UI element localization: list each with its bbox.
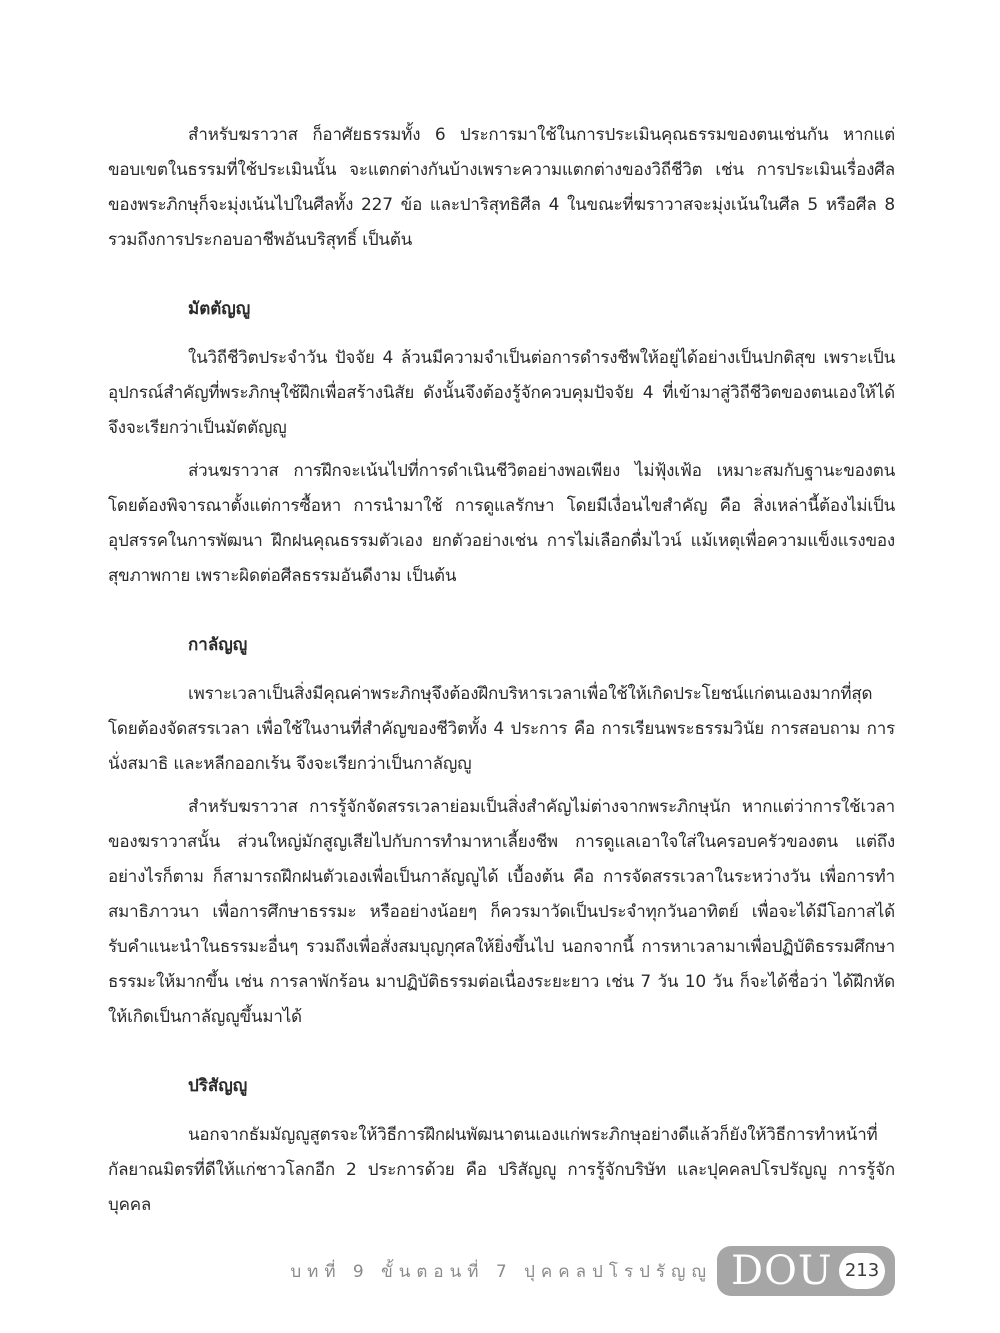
dou-logo: DOU <box>731 1248 833 1294</box>
intro-paragraph: สำหรับฆราวาส ก็อาศัยธรรมทั้ง 6 ประการมาใช้ในการประเมินคุณธรรมของตนเช่นกัน หากแต่ขอบเขตในธรรมที่ใช้ประเมินนั้น จะแตกต่างกันบ้างเพราะความแตกต่างของวิถีชีวิต เช่น การประเมินเรื่องศีลของพระภิกษุก็จะมุ่งเน้นไปในศีลทั้ง 227 ข้อ และปาริสุทธิศีล 4 ในขณะที่ฆราวาสจะมุ่งเน้นในศีล 5 หรือศีล 8 รวมถึงการประกอบอาชีพอันบริสุทธิ์ เป็นต้น <box>108 125 895 250</box>
kalannu-paragraph-1: เพราะเวลาเป็นสิ่งมีคุณค่าพระภิกษุจึงต้องฝึกบริหารเวลาเพื่อใช้ให้เกิดประโยชน์แก่ตนเองมากที่สุด โดยต้องจัดสรรเวลา เพื่อใช้ในงานที่สำคัญของชีวิตทั้ง 4 ประการ คือ การเรียนพระธรรมวินัย การสอบถาม การนั่งสมาธิ และหลีกออกเร้น จึงจะเรียกว่าเป็นกาลัญญู <box>108 684 895 774</box>
section-heading-kalannu: กาลัญญู <box>188 635 248 655</box>
mattannu-paragraph-1: ในวิถีชีวิตประจำวัน ปัจจัย 4 ล้วนมีความจำเป็นต่อการดำรงชีพให้อยู่ได้อย่างเป็นปกติสุข เพราะเป็นอุปกรณ์สำคัญที่พระภิกษุใช้ฝึกเพื่อสร้างนิสัย ดังนั้นจึงต้องรู้จักควบคุมปัจจัย 4 ที่เข้ามาสู่วิถีชีวิตของตนเองให้ได้ จึงจะเรียกว่าเป็นมัตตัญญู <box>108 348 895 438</box>
chapter-caption: บทที่ 9 ขั้นตอนที่ 7 ปุคคลปโรปรัญญู <box>290 1262 712 1282</box>
kalannu-paragraph-2: สำหรับฆราวาส การรู้จักจัดสรรเวลาย่อมเป็นสิ่งสำคัญไม่ต่างจากพระภิกษุนัก หากแต่ว่าการใช้เวลาของฆราวาสนั้น ส่วนใหญ่มักสูญเสียไปกับการทำมาหาเลี้ยงชีพ การดูแลเอาใจใส่ในครอบครัวของตน แต่ถึงอย่างไรก็ตาม ก็สามารถฝึกฝนตัวเองเพื่อเป็นกาลัญญูได้ เบื้องต้น คือ การจัดสรรเวลาในระหว่างวัน เพื่อการทำสมาธิภาวนา เพื่อการศึกษาธรรมะ หรืออย่างน้อยๆ ก็ควรมาวัดเป็นประจำทุกวันอาทิตย์ เพื่อจะได้มีโอกาสได้รับคำแนะนำในธรรมะอื่นๆ รวมถึงเพื่อสั่งสมบุญกุศลให้ยิ่งขึ้นไป นอกจากนี้ การหาเวลามาเพื่อปฏิบัติธรรมศึกษาธรรมะให้มากขึ้น เช่น การลาพักร้อน มาปฏิบัติธรรมต่อเนื่องระยะยาว เช่น 7 วัน 10 วัน ก็จะได้ชื่อว่า ได้ฝึกหัดให้เกิดเป็นกาลัญญูขึ้นมาได้ <box>108 797 895 1027</box>
page-footer <box>290 1246 895 1296</box>
parisannu-paragraph-1: นอกจากธัมมัญญูสูตรจะให้วิธีการฝึกฝนพัฒนาตนเองแก่พระภิกษุอย่างดีแล้วก็ยังให้วิธีการทำหน้าที่กัลยาณมิตรที่ดีให้แก่ชาวโลกอีก 2 ประการด้วย คือ ปริสัญญู การรู้จักบริษัท และปุคคลปโรปรัญญู การรู้จักบุคคล <box>108 1125 895 1215</box>
dou-page-badge <box>717 1246 895 1296</box>
page-number: 213 <box>839 1253 885 1289</box>
section-heading-mattannu: มัตตัญญู <box>188 299 251 319</box>
section-heading-parisannu: ปริสัญญู <box>188 1076 248 1096</box>
mattannu-paragraph-2: ส่วนฆราวาส การฝึกจะเน้นไปที่การดำเนินชีวิตอย่างพอเพียง ไม่ฟุ้งเฟ้อ เหมาะสมกับฐานะของตน โดยต้องพิจารณาตั้งแต่การซื้อหา การนำมาใช้ การดูแลรักษา โดยมีเงื่อนไขสำคัญ คือ สิ่งเหล่านี้ต้องไม่เป็นอุปสรรคในการพัฒนา ฝึกฝนคุณธรรมตัวเอง ยกตัวอย่างเช่น การไม่เลือกดื่มไวน์ แม้เหตุเพื่อความแข็งแรงของสุขภาพกาย เพราะผิดต่อศีลธรรมอันดีงาม เป็นต้น <box>108 461 895 586</box>
page-content <box>108 118 895 1231</box>
